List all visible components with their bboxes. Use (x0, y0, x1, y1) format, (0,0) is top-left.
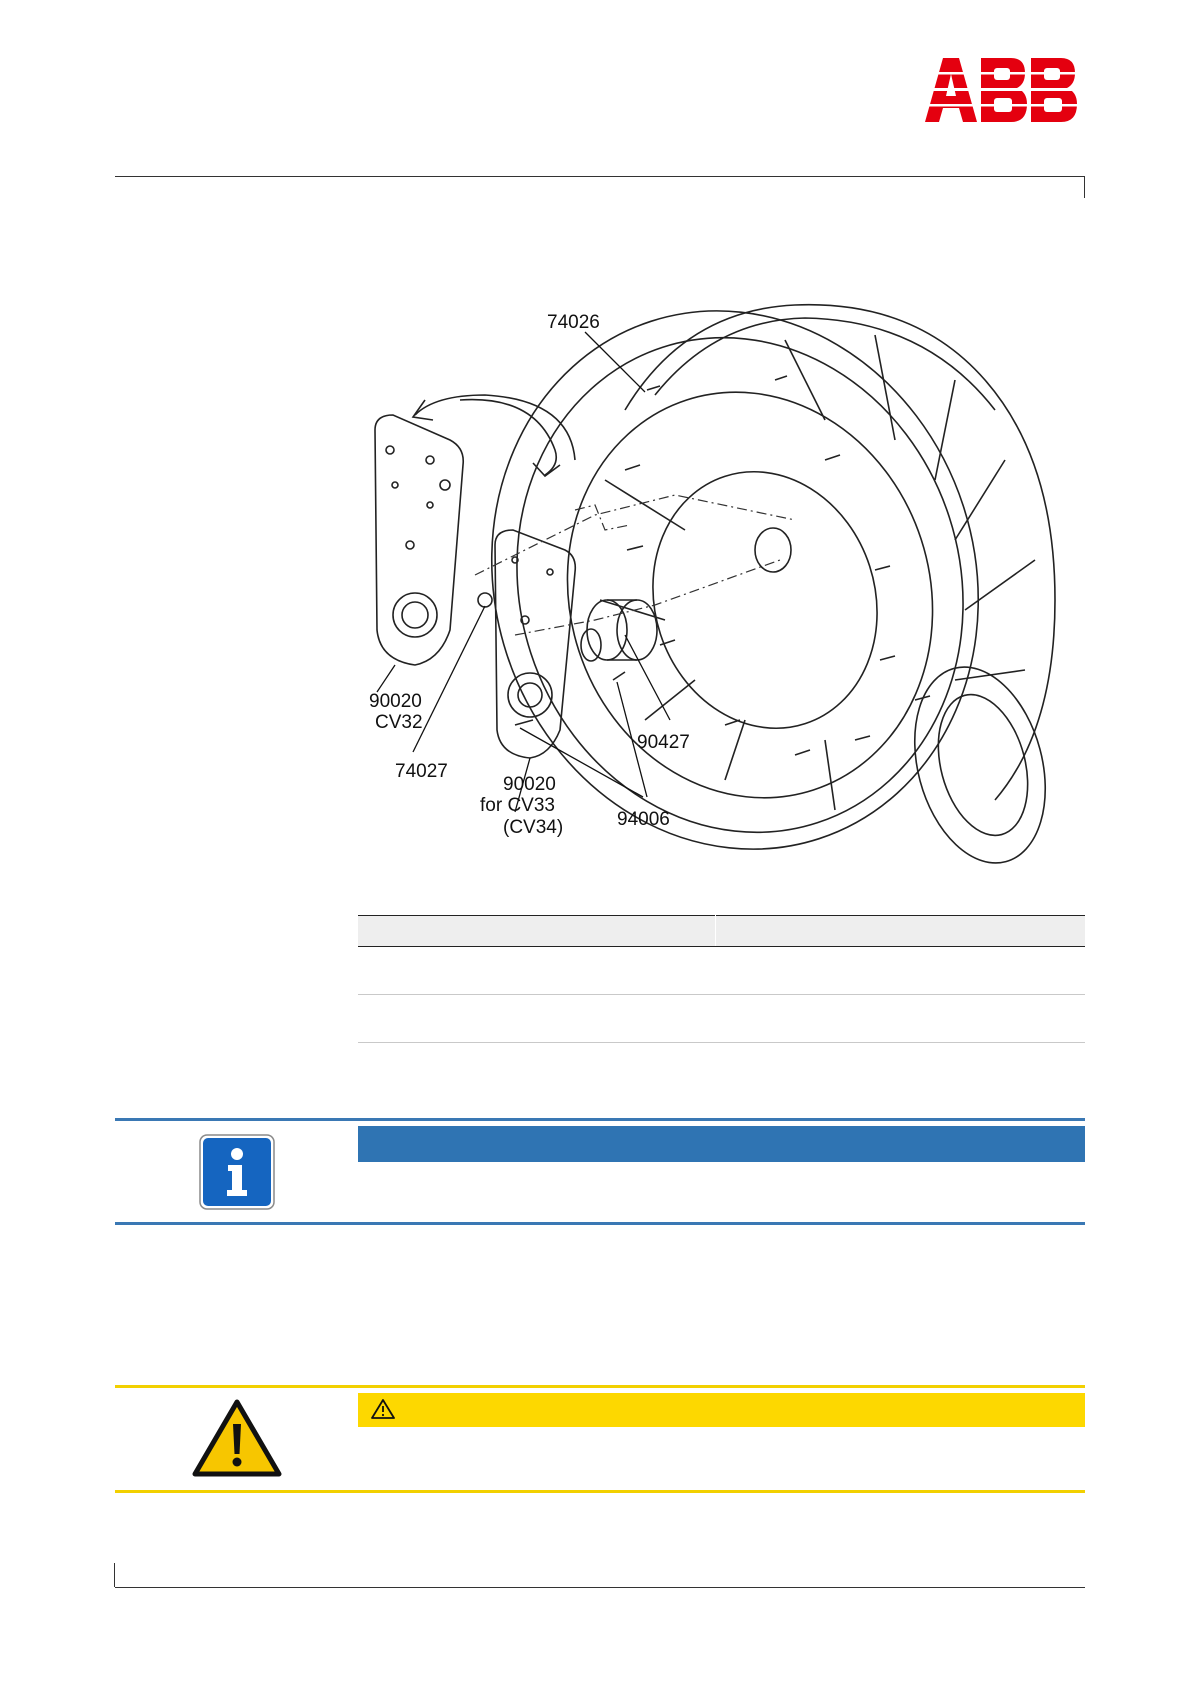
info-icon (199, 1134, 275, 1210)
table-header-row (358, 916, 1085, 947)
footer-rule (115, 1587, 1085, 1588)
caution-small-icon (370, 1398, 396, 1420)
exploded-view-drawing (355, 300, 1085, 900)
label-74027: 74027 (395, 761, 448, 782)
caution-header-bar (358, 1393, 1085, 1427)
caution-box-top-rule (115, 1385, 1085, 1388)
header-tick (1084, 176, 1085, 198)
note-header-bar (358, 1126, 1085, 1162)
caution-box-bottom-rule (115, 1490, 1085, 1493)
parts-table (358, 915, 1085, 1043)
warning-triangle-icon (191, 1398, 283, 1478)
label-cv32: CV32 (375, 712, 423, 733)
abb-logo (925, 58, 1085, 122)
label-for-cv33: for CV33 (480, 795, 555, 816)
label-90020-cv32: 90020 (369, 691, 422, 712)
table-row (358, 995, 1085, 1043)
label-90427: 90427 (637, 732, 690, 753)
note-box-bottom-rule (115, 1222, 1085, 1225)
label-cv34: (CV34) (503, 817, 564, 838)
header-rule (115, 176, 1085, 177)
table-header-cell (358, 916, 716, 947)
table-header-cell (716, 916, 1086, 947)
label-90020-cv33: 90020 (503, 774, 556, 795)
label-94006: 94006 (617, 809, 670, 830)
footer-tick (114, 1563, 115, 1587)
label-74026: 74026 (547, 312, 600, 333)
note-box-top-rule (115, 1118, 1085, 1121)
table-row (358, 947, 1085, 995)
